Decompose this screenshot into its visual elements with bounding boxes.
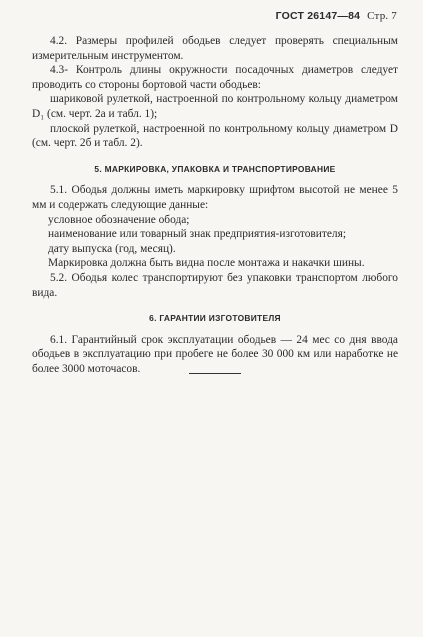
section-6-title: 6. ГАРАНТИИ ИЗГОТОВИТЕЛЯ [149, 313, 281, 324]
paragraph-5-1: 5.1. Ободья должны иметь маркировку шрифтом высотой не менее 5 мм и содержать следующие данные: [32, 184, 398, 211]
standard-number: ГОСТ 26147—84 [275, 10, 361, 22]
page-content [32, 34, 398, 376]
page-number: Стр. 7 [367, 10, 397, 22]
end-rule [189, 373, 241, 374]
paragraph-4-3: 4.3- Контроль длины окружности посадочных диаметров следует проводить со стороны бортовой части ободьев: [32, 64, 398, 91]
paragraph-ball-tape: шариковой рулеткой, настроенной по контрольному кольцу диаметром D₁ (см. черт. 2а и табл. 1); [32, 93, 398, 120]
paragraph-marking-item-1: условное обозначение обода; [48, 213, 190, 226]
paragraph-flat-tape: плоской рулеткой, настроенной по контрольному кольцу диаметром D (см. черт. 2б и табл. 2). [32, 122, 398, 150]
page-header [276, 10, 397, 22]
section-5-title: 5. МАРКИРОВКА, УПАКОВКА И ТРАНСПОРТИРОВАНИЕ [94, 163, 336, 174]
paragraph-marking-visibility: Маркировка должна быть видна после монтажа и накачки шины. [48, 257, 365, 270]
paragraph-marking-item-3: дату выпуска (год, месяц). [48, 242, 176, 255]
paragraph-4-2: 4.2. Размеры профилей ободьев следует проверять специальным измерительным инструментом. [32, 35, 398, 62]
paragraph-5-2: 5.2. Ободья колес транспортируют без упаковки транспортом любого вида. [32, 271, 398, 299]
paragraph-6-1: 6.1. Гарантийный срок эксплуатации ободьев — 24 мес со дня ввода ободьев в эксплуатацию при пробеге не более 30 000 км или наработке не более 3000 моточасов. [32, 333, 398, 375]
paragraph-marking-item-2: наименование или товарный знак предприятия-изготовителя; [48, 228, 347, 241]
